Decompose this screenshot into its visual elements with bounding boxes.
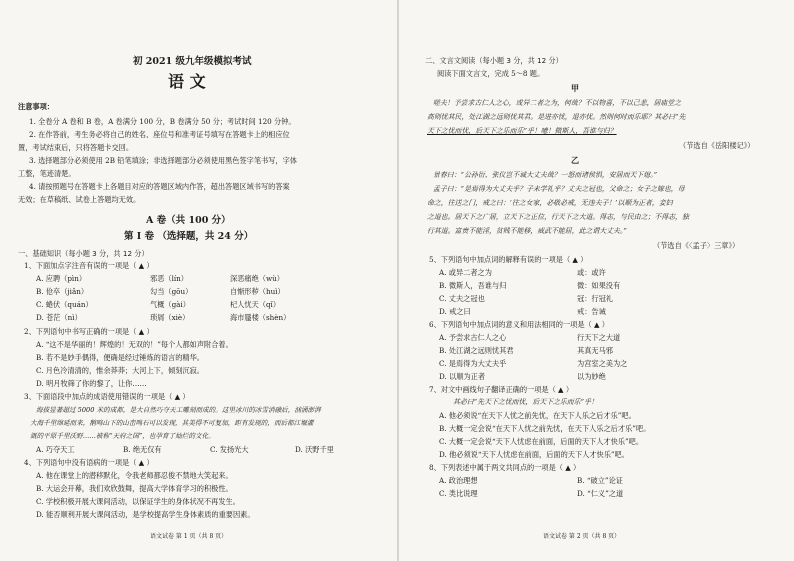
question-8-stem: 8、下列表述中属于两文共同点的一项是（ ▲ ） bbox=[429, 463, 581, 472]
passage-yi-line: 景春曰：“公孙衍、张仪岂不诚大丈夫哉？一怒而诸侯惧，安居而天下熄。” bbox=[433, 171, 658, 179]
q1-option-d-2: 琐屑（xiè） bbox=[150, 313, 190, 322]
basic-knowledge-title: 一、基础知识（每小题 3 分，共 12 分） bbox=[18, 249, 149, 258]
q5-option-b-gloss: 微：如果没有 bbox=[577, 281, 621, 290]
q8-option-b: B. “破立”论证 bbox=[577, 476, 623, 485]
question-1-stem: 1、下面加点字注音有误的一项是（ ▲ ） bbox=[24, 261, 154, 270]
q6-option-a-2: 行天下之大道 bbox=[577, 333, 621, 342]
q1-option-d-3: 海市蜃楼（shèn） bbox=[230, 313, 291, 322]
q6-option-c-2: 为宫室之美为之 bbox=[577, 359, 628, 368]
q8-option-a: A. 政治理想 bbox=[439, 476, 478, 485]
notes-item: 4. 请按照题号在答题卡上各题目对应的答题区域内作答，超出答题区域书写的答案 bbox=[29, 182, 290, 191]
q3-passage-line: 溉的平原千里沃野……被称“天府之国”，也孕育了灿烂的文化。 bbox=[30, 432, 215, 440]
q8-option-c: C. 类比说理 bbox=[439, 489, 478, 498]
q7-option-a: A. 他必须说“在天下人忧之前先忧，在天下人乐之后才乐”吧。 bbox=[439, 411, 636, 420]
q6-option-c: C. 是焉得为大丈夫乎 bbox=[439, 359, 507, 368]
q4-option-b: B. 大运会开幕，我们欢欣鼓舞，提高大学体育学习的积极性。 bbox=[36, 484, 233, 493]
q1-option-a-3: 深恶痛绝（wù） bbox=[230, 274, 284, 283]
q1-option-c-3: 杞人忧天（qǐ） bbox=[230, 300, 281, 309]
q3-option-d: D. 沃野千里 bbox=[295, 445, 334, 454]
q7-option-c: C. 大概一定会说“天下人忧虑在前面，后面的天下人才快乐”吧。 bbox=[439, 437, 644, 446]
passage-yi-line: 之道也。居天下之广居，立天下之正位，行天下之大道。得志，与民由之；不得志，独 bbox=[427, 213, 689, 221]
notes-item: 3. 选择题部分必须使用 2B 铅笔填涂；非选择题部分必须使用黑色签字笔书写，字体 bbox=[29, 156, 297, 165]
q5-option-c-gloss: 冠：行冠礼 bbox=[577, 294, 613, 303]
page-footer: 语文试卷 第 1 页（共 8 页） bbox=[150, 533, 228, 540]
q3-passage-line: 大海千里绵延而来，鹅鸣山下的山峦鸣石可以发现，其美得不可复加，距有发现的，而后都江堰灌 bbox=[30, 419, 314, 427]
passage-jia-source: （节选自《岳阳楼记》） bbox=[679, 141, 755, 150]
q6-option-b-2: 其真无马邪 bbox=[577, 346, 613, 355]
part-1-title: 第 Ⅰ 卷 （选择题，共 24 分） bbox=[124, 231, 254, 242]
section-a-title: A 卷（共 100 分） bbox=[146, 215, 231, 226]
passage-jia-label: 甲 bbox=[571, 83, 579, 93]
q3-option-c: C. 发扬光大 bbox=[210, 445, 249, 454]
q1-option-b: B. 伧卒（jiǎn） bbox=[36, 287, 89, 296]
question-7-stem: 7、对文中画线句子翻译正确的一项是（ ▲ ） bbox=[429, 385, 574, 394]
q1-option-c-2: 气概（gài） bbox=[150, 300, 190, 309]
q3-option-a: A. 巧夺天工 bbox=[36, 445, 75, 454]
notes-item: 无效；在草稿纸、试卷上答题均无效。 bbox=[18, 195, 141, 204]
q1-option-a: A. 应聘（pìn） bbox=[36, 274, 87, 283]
notes-item: 置，考试结束后，只将答题卡交回。 bbox=[18, 143, 134, 152]
passage-jia-line: 高则忧其民，处江湖之远则忧其君。是进亦忧，退亦忧。然则何时而乐耶？其必曰“先 bbox=[427, 113, 686, 121]
q6-option-b: B. 处江湖之远则忧其君 bbox=[439, 346, 514, 355]
section-2-title: 二、文言文阅读（每小题 3 分，共 12 分） bbox=[425, 56, 563, 65]
page-footer: 语文试卷 第 2 页（共 8 页） bbox=[543, 533, 621, 540]
q5-option-d: D. 戒之曰 bbox=[439, 307, 471, 316]
q7-option-d: D. 他必须说“天下人忧虑在前面，后面的天下人才快乐”吧。 bbox=[439, 450, 629, 459]
q7-quote: 其必曰“先天下之忧而忧，后天下之乐而乐”乎！ bbox=[453, 398, 598, 406]
q2-option-a: A. “这不是华丽的！辉煌的！无双的！”每个人都如声附合着。 bbox=[36, 340, 233, 349]
q4-option-d: D. 能否顺利开展大课间活动，是学校提高学生身体素质的重要因素。 bbox=[36, 510, 255, 519]
q5-option-a: A. 或异二者之为 bbox=[439, 268, 492, 277]
q2-option-d: D. 明月牧筛了你的黎了，让你…… bbox=[36, 379, 147, 388]
q1-option-d: D. 苍茫（nì） bbox=[36, 313, 82, 322]
passage-yi-label: 乙 bbox=[571, 155, 579, 165]
q4-option-c: C. 学校积极开展大课间活动，以保证学生的身体状况不再发生。 bbox=[36, 497, 240, 506]
q6-option-d: D. 以顺为正者 bbox=[439, 372, 486, 381]
exam-page-2 bbox=[399, 0, 794, 561]
question-4-stem: 4、下列语句中没有语病的一项是（ ▲ ） bbox=[24, 458, 154, 467]
question-6-stem: 6、下列语句中加点词的意义和用法相同的一项是（ ▲ ） bbox=[429, 320, 609, 329]
section-2-intro: 阅读下面文言文，完成 5～8 题。 bbox=[437, 69, 545, 78]
exam-title: 初 2021 级九年级模拟考试 bbox=[133, 56, 252, 67]
passage-jia-line: 天下之忧而忧，后天下之乐而乐”乎！噫！微斯人，吾谁与归？ bbox=[427, 127, 617, 135]
passage-jia-line: 嗟夫！予尝求古仁人之心，或异二者之为，何哉？不以物喜，不以己悲，居庙堂之 bbox=[433, 99, 682, 107]
q4-option-a: A. 他在课堂上的潜移默化，令我老师都忍俊不禁地大笑起来。 bbox=[36, 471, 233, 480]
question-3-stem: 3、下面语段中加点的成语使用错误的一项是（ ▲ ） bbox=[24, 392, 190, 401]
q1-option-b-2: 勾当（gōu） bbox=[150, 287, 193, 296]
q6-option-a: A. 予尝求古仁人之心 bbox=[439, 333, 507, 342]
passage-yi-line: 命之，往送之门，戒之曰：‘往之女家，必敬必戒，无违夫子！’以顺为正者，妾妇 bbox=[427, 199, 673, 207]
passage-yi-source: （节选自《〈孟子〉三章》） bbox=[653, 241, 740, 250]
q3-passage-line: 海拔显著超过 5000 米的成都，是大自然巧夺天工雕刻而成的。这里冰川的冰雪消融后，汹涌澎湃 bbox=[36, 406, 321, 414]
q5-option-a-gloss: 或：或许 bbox=[577, 268, 606, 277]
q2-option-b: B. 若不是妙手偶得，便确是经过锤炼的语言的精华。 bbox=[36, 353, 204, 362]
q1-option-b-3: 自惭形秽（huì） bbox=[230, 287, 285, 296]
q3-option-b: B. 绝无仅有 bbox=[123, 445, 162, 454]
passage-yi-line: 行其道。富贵不能淫，贫贱不能移，威武不能屈，此之谓大丈夫。” bbox=[427, 227, 627, 235]
q7-option-b: B. 大概一定会说“在天下人忧之前先忧，在天下人乐之后才乐”吧。 bbox=[439, 424, 651, 433]
q2-option-c: C. 月色冷清清的，惟余莽莽；大河上下，倾刻沉寂。 bbox=[36, 366, 204, 375]
question-2-stem: 2、下列语句中书写正确的一项是（ ▲ ） bbox=[24, 327, 154, 336]
q6-option-d-2: 以为妙绝 bbox=[577, 372, 606, 381]
passage-yi-line: 孟子曰：“是焉得为大丈夫乎？子未学礼乎？丈夫之冠也，父命之；女子之嫁也，母 bbox=[433, 185, 685, 193]
notes-item: 1. 全卷分 A 卷和 B 卷，A 卷满分 100 分，B 卷满分 50 分；考试时间 120 分钟。 bbox=[29, 117, 296, 126]
q5-option-b: B. 微斯人，吾谁与归 bbox=[439, 281, 507, 290]
q8-option-d: D. “仁义”之道 bbox=[577, 489, 624, 498]
question-5-stem: 5、下列语句中加点词的解释有误的一项是（ ▲ ） bbox=[429, 255, 588, 264]
subject-title: 语 文 bbox=[168, 72, 206, 91]
q1-option-a-2: 邪恶（lín） bbox=[150, 274, 188, 283]
q5-option-d-gloss: 戒：告诫 bbox=[577, 307, 606, 316]
notes-item: 2. 在作答前，考生务必将自己的姓名、座位号和准考证号填写在答题卡上的相应位 bbox=[29, 130, 290, 139]
notes-item: 工整，笔迹清楚。 bbox=[18, 169, 76, 178]
q5-option-c: C. 丈夫之冠也 bbox=[439, 294, 485, 303]
q1-option-c: C. 蜷伏（quán） bbox=[36, 300, 93, 309]
notes-title: 注意事项： bbox=[18, 102, 54, 111]
